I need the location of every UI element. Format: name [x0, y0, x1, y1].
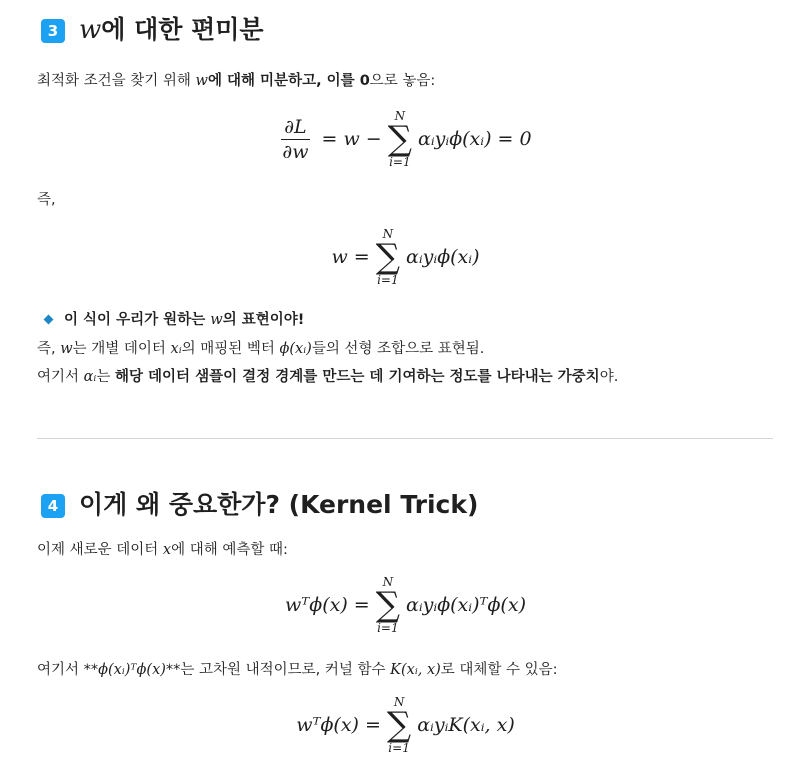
- section-number-badge: 3: [41, 19, 65, 43]
- therefore-text: 즉,: [37, 192, 56, 208]
- bullet-text: [64, 310, 304, 330]
- math-var: αᵢ: [83, 369, 97, 385]
- sigma-icon: ∑: [375, 237, 400, 277]
- sum-upper: N: [382, 227, 394, 241]
- eq-mid: = w −: [315, 128, 382, 150]
- text: 의 표현이야!: [222, 312, 305, 328]
- text: 야.: [599, 369, 619, 385]
- text: **는 고차원 내적이므로, 커널 함수: [165, 662, 391, 678]
- sigma-icon: ∑: [386, 705, 412, 745]
- sum-lower: i=1: [389, 155, 411, 169]
- eq-lhs: wᵀϕ(x) =: [285, 594, 370, 616]
- equation-kernel: [0, 696, 811, 754]
- sum-lower: i=1: [377, 621, 399, 635]
- text: 는 개별 데이터: [72, 341, 171, 357]
- math-var: w: [195, 73, 208, 89]
- section-heading: 이게 왜 중요한가? (Kernel Trick): [79, 490, 479, 519]
- text: 이제 새로운 데이터: [37, 542, 163, 558]
- sigma-icon: ∑: [375, 585, 400, 625]
- bold-zero: 0: [359, 73, 370, 89]
- text: 최적화 조건을 찾기 위해: [37, 73, 196, 89]
- explanation-line-1: [37, 339, 484, 359]
- heading-math-var: w: [79, 15, 102, 45]
- sum-upper: N: [382, 575, 394, 589]
- math-var: K(xᵢ, x): [390, 662, 441, 678]
- math-var: ϕ(xᵢ): [279, 341, 312, 357]
- diamond-bullet-icon: [44, 315, 54, 325]
- heading-text: 에 대한 편미분: [101, 15, 264, 44]
- section-divider: [37, 438, 773, 439]
- eq-rhs: αᵢyᵢϕ(xᵢ)ᵀϕ(x): [405, 594, 526, 616]
- equation-partial-derivative: [0, 110, 811, 168]
- math-var: w: [60, 341, 73, 357]
- text: 로 대체할 수 있음:: [440, 662, 558, 678]
- text: 들의 선형 조합으로 표현됨.: [311, 341, 485, 357]
- sum-lower: i=1: [377, 273, 399, 287]
- text: 으로 놓음:: [369, 73, 436, 89]
- fraction-numerator: ∂L: [281, 116, 309, 140]
- text: 이 식이 우리가 원하는: [64, 312, 211, 328]
- fraction-denominator: ∂w: [282, 140, 309, 163]
- eq-rhs: αᵢyᵢϕ(xᵢ) = 0: [417, 128, 532, 150]
- bold-text: 해당 데이터 샘플이 결정 경계를 만드는 데 기여하는 정도를 나타내는 가중치: [114, 369, 600, 385]
- section-number-badge: 4: [41, 494, 65, 518]
- equation-prediction: [0, 576, 811, 634]
- eq-rhs: αᵢyᵢϕ(xᵢ): [405, 246, 480, 268]
- explanation-line-2: [37, 367, 618, 387]
- text: 여기서: [37, 369, 84, 385]
- math-var: x: [162, 542, 172, 558]
- text: 에 대해 예측할 때:: [171, 542, 288, 558]
- summation: [387, 696, 411, 754]
- intro-paragraph: [37, 71, 435, 91]
- text: 의 매핑된 벡터: [181, 341, 280, 357]
- eq-rhs: αᵢyᵢK(xᵢ, x): [417, 714, 515, 736]
- math-var: w: [210, 312, 223, 328]
- summation: [376, 576, 400, 634]
- sum-upper: N: [394, 109, 406, 123]
- equation-w-expression: [0, 228, 811, 286]
- math-var: xᵢ: [170, 341, 182, 357]
- sum-lower: i=1: [388, 741, 410, 755]
- summation: [376, 228, 400, 286]
- kernel-explanation: [37, 660, 558, 680]
- fraction: [279, 116, 311, 163]
- summation: [388, 110, 412, 168]
- text: 여기서 **: [37, 662, 99, 678]
- math-var: ϕ(xᵢ)ᵀϕ(x): [98, 662, 166, 678]
- prediction-intro: [37, 540, 288, 560]
- sum-upper: N: [393, 695, 405, 709]
- eq-lhs: wᵀϕ(x) =: [296, 714, 381, 736]
- section-heading: [79, 15, 264, 45]
- eq-lhs: w =: [331, 246, 370, 268]
- text: 는: [96, 369, 115, 385]
- sigma-icon: ∑: [387, 119, 412, 159]
- text: 즉,: [37, 341, 61, 357]
- bold-text: 에 대해 미분하고, 이를: [207, 73, 360, 89]
